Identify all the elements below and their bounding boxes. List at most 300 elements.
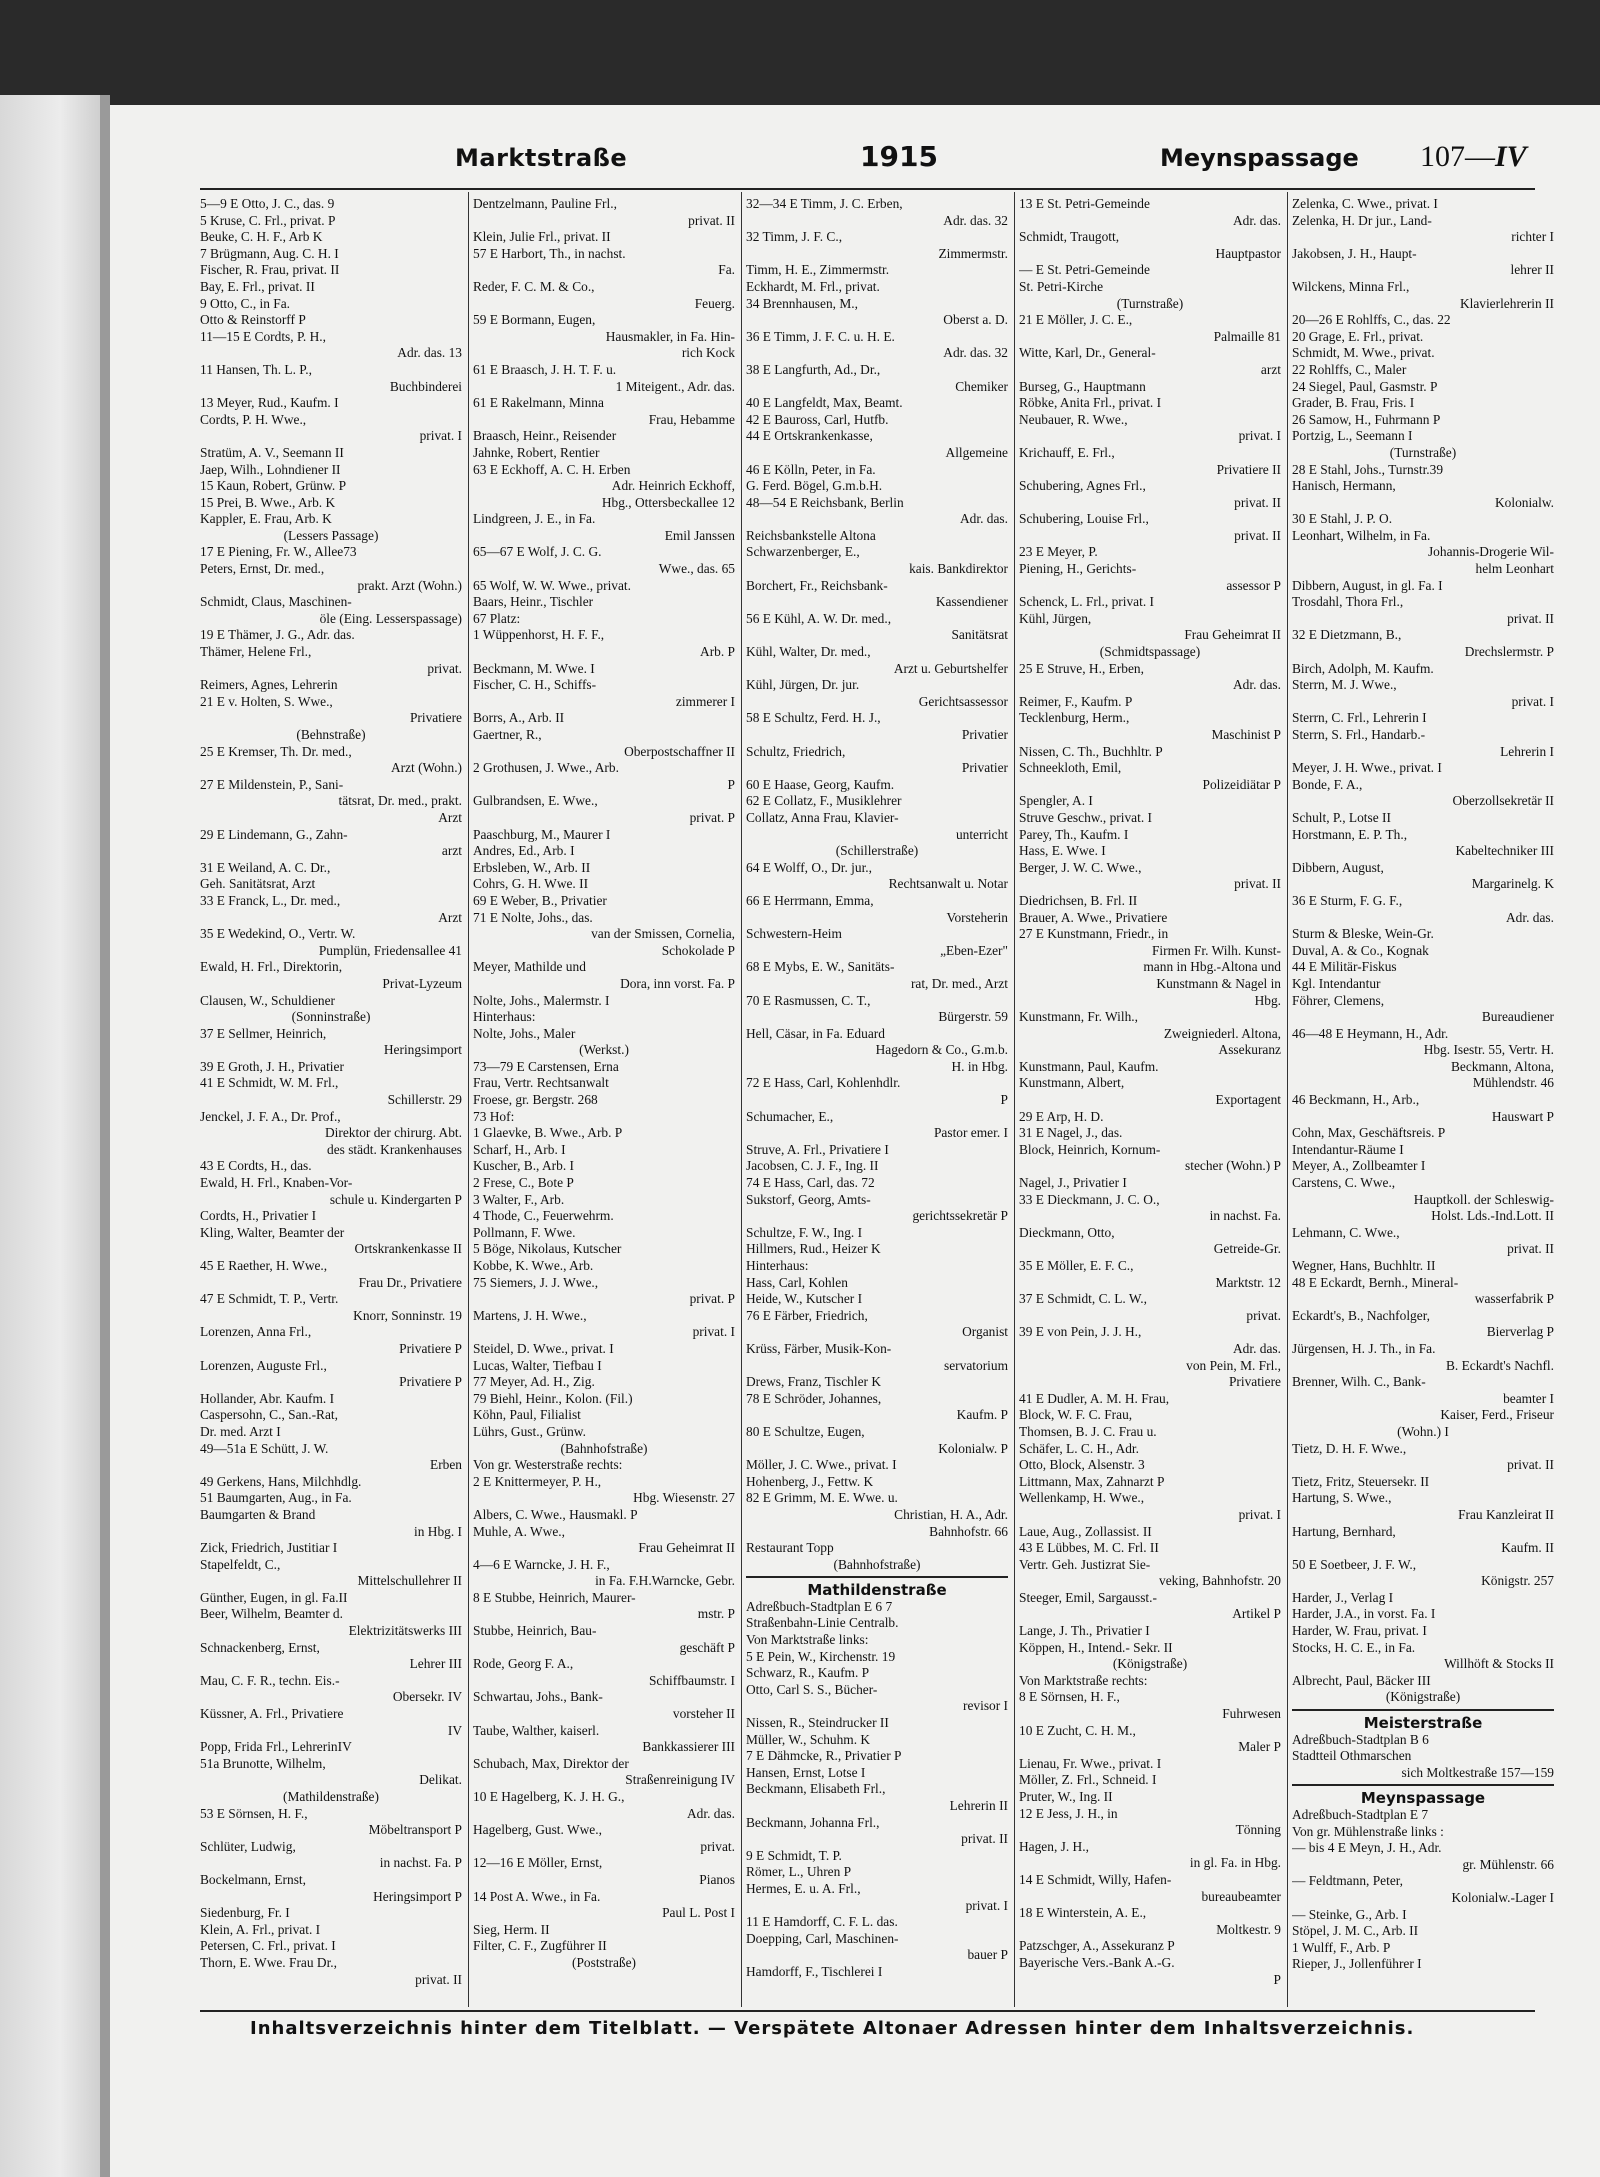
previous-page-edge [0, 95, 100, 2177]
directory-entry: Hartung, S. Wwe., [1292, 1490, 1392, 1506]
directory-entry: servatorium [944, 1357, 1008, 1373]
directory-entry: Heide, W., Kutscher I [746, 1291, 863, 1307]
directory-entry: Privatiere P [399, 1374, 462, 1390]
directory-entry: Sterrn, S. Frl., Handarb.- [1292, 727, 1426, 742]
directory-entry: 69 E Weber, B., Privatier [473, 892, 607, 908]
directory-entry: Frau Dr., Privatiere [358, 1274, 462, 1290]
directory-entry: 14 Post A. Wwe., in Fa. [473, 1888, 601, 1904]
directory-entry: privat. I [965, 1897, 1008, 1913]
directory-entry: Kling, Walter, Beamter der [200, 1224, 345, 1240]
directory-entry: privat. II [1234, 494, 1281, 510]
directory-entry: Assekuranz [1218, 1042, 1281, 1058]
directory-entry: 1 Miteigent., Adr. das. [615, 378, 735, 394]
directory-entry: Kühl, Jürgen, Dr. jur. [746, 677, 860, 693]
directory-entry: 7 Brügmann, Aug. C. H. I [200, 245, 339, 261]
directory-entry: Bockelmann, Ernst, [200, 1871, 306, 1887]
directory-entry: 49—51a E Schütt, J. W. [200, 1440, 329, 1456]
directory-entry: Hollander, Abr. Kaufm. I [200, 1390, 335, 1406]
directory-entry: Direktor der chirurg. Abt. [325, 1125, 462, 1141]
directory-entry: 61 E Braasch, J. H. T. F. u. [473, 361, 617, 377]
directory-entry: (Turnstraße) [1116, 295, 1184, 311]
directory-entry: Beckmann, Elisabeth Frl., [746, 1781, 886, 1797]
directory-entry: Nissen, R., Steindrucker II [746, 1715, 889, 1731]
footer-rule [200, 2010, 1535, 2012]
section-rule [746, 1576, 1008, 1578]
directory-entry: veking, Bahnhofstr. 20 [1159, 1573, 1281, 1589]
directory-entry: 2 E Knittermeyer, P. H., [473, 1473, 602, 1489]
directory-entry: 17 E Piening, Fr. W., Allee73 [200, 544, 357, 560]
directory-entry: Pastor emer. I [933, 1125, 1008, 1141]
directory-entry: Vertr. Geh. Justizrat Sie- [1019, 1556, 1151, 1572]
directory-entry: Privat-Lyzeum [382, 975, 462, 991]
directory-entry: G. Ferd. Bögel, G.m.b.H. [746, 478, 883, 494]
directory-entry: Zelenka, C. Wwe., privat. I [1292, 196, 1438, 211]
directory-entry: Stöpel, J. M. C., Arb. II [1292, 1923, 1419, 1939]
directory-entry: Wwe., das. 65 [658, 561, 735, 577]
directory-entry: Oberzollsekretär II [1452, 793, 1554, 809]
directory-entry: 82 E Grimm, M. E. Wwe. u. [746, 1490, 898, 1506]
directory-entry: privat. II [1234, 876, 1281, 892]
directory-entry: Berger, J. W. C. Wwe., [1019, 859, 1142, 875]
directory-entry: Krichauff, E. Frl., [1019, 444, 1115, 460]
directory-entry: Arb. P [700, 644, 735, 660]
directory-entry: Cordts, P. H. Wwe., [200, 411, 307, 427]
directory-entry: Horstmann, E. P. Th., [1292, 826, 1408, 842]
directory-entry: Von Marktstraße rechts: [1019, 1672, 1148, 1688]
directory-entry: Paaschburg, M., Maurer I [473, 826, 611, 842]
directory-entry: 8 E Stubbe, Heinrich, Maurer- [473, 1589, 636, 1605]
directory-entry: 2 Frese, C., Bote P [473, 1175, 574, 1191]
directory-entry: Privatier [961, 727, 1008, 742]
directory-entry: kais. Bankdirektor [909, 561, 1008, 577]
directory-entry: Lorenzen, Anna Frl., [200, 1324, 312, 1340]
directory-entry: 56 E Kühl, A. W. Dr. med., [746, 610, 892, 626]
directory-entry: Steeger, Emil, Sargausst.- [1019, 1589, 1157, 1605]
directory-entry: Adr. das. [687, 1805, 735, 1821]
directory-entry: 36 E Timm, J. F. C. u. H. E. [746, 328, 895, 344]
directory-entry: Knorr, Sonninstr. 19 [353, 1307, 462, 1323]
directory-entry: Dr. med. Arzt I [200, 1423, 281, 1439]
directory-entry: 5 E Pein, W., Kirchenstr. 19 [746, 1648, 896, 1664]
directory-entry: Collatz, Anna Frau, Klavier- [746, 809, 899, 825]
directory-entry: 31 E Nagel, J., das. [1019, 1125, 1123, 1141]
directory-entry: 13 E St. Petri-Gemeinde [1019, 196, 1150, 211]
directory-entry: Dieckmann, Otto, [1019, 1224, 1115, 1240]
directory-entry: 2 Grothusen, J. Wwe., Arb. [473, 760, 619, 776]
column-separator [468, 192, 469, 2007]
directory-entry: Cohrs, G. H. Wwe. II [473, 876, 589, 892]
directory-entry: Klavierlehrerin II [1459, 295, 1554, 311]
directory-entry: Thämer, Helene Frl., [200, 644, 312, 660]
directory-entry: Timm, H. E., Zimmermstr. [746, 262, 890, 278]
column-separator [1014, 192, 1015, 2007]
directory-entry: 46—48 E Heymann, H., Adr. [1292, 1025, 1449, 1041]
directory-entry: Jenckel, J. F. A., Dr. Prof., [200, 1108, 341, 1124]
directory-entry: arzt [1260, 361, 1281, 377]
directory-entry: Stratüm, A. V., Seemann II [200, 444, 344, 460]
directory-entry: 31 E Weiland, A. C. Dr., [200, 859, 331, 875]
directory-entry: 70 E Rasmussen, C. T., [746, 992, 871, 1008]
directory-entry: Spengler, A. I [1019, 793, 1093, 809]
directory-entry: Beuke, C. H. F., Arb K [200, 229, 323, 245]
street-heading: Mathildenstraße [807, 1582, 947, 1599]
directory-entry: richter I [1511, 229, 1554, 245]
directory-entry: Wegner, Hans, Buchhltr. II [1292, 1258, 1436, 1273]
directory-entry: 79 Biehl, Heinr., Kolon. (Fil.) [473, 1390, 633, 1406]
directory-entry: 39 E von Pein, J. J. H., [1019, 1324, 1142, 1340]
directory-entry: Bonde, F. A., [1292, 776, 1363, 792]
directory-entry: Kunstmann, Fr. Wilh., [1019, 1009, 1138, 1025]
directory-entry: IV [447, 1722, 462, 1738]
directory-entry: Nissen, C. Th., Buchhltr. P [1019, 743, 1163, 759]
directory-entry: Eckardt's, B., Nachfolger, [1292, 1307, 1430, 1323]
directory-entry: Arzt [438, 909, 462, 925]
directory-entry: 65 Wolf, W. W. Wwe., privat. [473, 577, 631, 593]
directory-entry: Rechtsanwalt u. Notar [888, 876, 1008, 892]
directory-entry: Brauer, A. Wwe., Privatiere [1019, 909, 1168, 925]
directory-entry: 15 Prei, B. Wwe., Arb. K [200, 494, 336, 510]
directory-entry: 1 Wulff, F., Arb. P [1292, 1939, 1391, 1955]
directory-entry: „Eben-Ezer" [940, 942, 1008, 958]
directory-entry: öle (Eing. Lesserspassage) [319, 610, 462, 626]
directory-entry: 11 E Hamdorff, C. F. L. das. [746, 1914, 898, 1930]
directory-entry: privat. [1246, 1307, 1281, 1323]
directory-entry: privat. II [961, 1831, 1008, 1847]
directory-entry: Emil Janssen [664, 527, 735, 543]
directory-entry: Dibbern, August, in gl. Fa. I [1292, 577, 1443, 593]
directory-entry: (Königstraße) [1385, 1689, 1461, 1705]
directory-entry: Kgl. Intendantur [1292, 975, 1381, 991]
directory-entry: Frau Kanzleirat II [1458, 1506, 1554, 1522]
directory-entry: Kühl, Jürgen, [1019, 610, 1092, 626]
directory-entry: Tecklenburg, Herm., [1019, 710, 1130, 726]
directory-entry: Jürgensen, H. J. Th., in Fa. [1292, 1340, 1436, 1356]
directory-entry: privat. P [689, 809, 735, 825]
directory-entry: 41 E Dudler, A. M. H. Frau, [1019, 1390, 1170, 1406]
directory-entry: privat. II [1507, 1457, 1554, 1473]
directory-entry: Privatiere [409, 710, 462, 726]
directory-entry: Eckhardt, M. Frl., privat. [746, 278, 880, 294]
directory-entry: Stubbe, Heinrich, Bau- [473, 1623, 597, 1639]
directory-entry: Parey, Th., Kaufm. I [1019, 826, 1129, 842]
directory-entry: prakt. Arzt (Wohn.) [357, 577, 462, 593]
directory-entry: Müller, W., Schuhm. K [746, 1731, 871, 1747]
directory-entry: 32 E Dietzmann, B., [1292, 627, 1402, 643]
directory-entry: 78 E Schröder, Johannes, [746, 1390, 882, 1406]
directory-entry: Cohn, Max, Geschäftsreis. P [1292, 1125, 1446, 1141]
directory-entry: Sanitätsrat [951, 627, 1008, 643]
directory-entry: Schultze, F. W., Ing. I [746, 1224, 863, 1240]
directory-entry: Kaufm. P [956, 1407, 1008, 1423]
directory-entry: — Steinke, G., Arb. I [1292, 1906, 1407, 1922]
directory-entry: Dentzelmann, Pauline Frl., [473, 196, 617, 211]
directory-entry: Lienau, Fr. Wwe., privat. I [1019, 1755, 1162, 1771]
directory-entry: Palmaille 81 [1213, 328, 1281, 344]
directory-entry: 32 Timm, J. F. C., [746, 229, 843, 245]
directory-entry: 27 E Kunstmann, Friedr., in [1019, 926, 1169, 942]
directory-entry: 45 E Raether, H. Wwe., [200, 1258, 328, 1273]
directory-entry: Kolonialw.-Lager I [1451, 1889, 1554, 1905]
directory-entry: 50 E Soetbeer, J. F. W., [1292, 1556, 1417, 1572]
directory-entry: Reimers, Agnes, Lehrerin [200, 677, 338, 693]
directory-entry: privat. II [415, 1971, 462, 1987]
directory-entry: 20—26 E Rohlffs, C., das. 22 [1292, 312, 1451, 328]
directory-entry: Nolte, Johs., Maler [473, 1025, 576, 1041]
directory-entry: Muhle, A. Wwe., [473, 1523, 565, 1539]
directory-entry: 41 E Schmidt, W. M. Frl., [200, 1075, 339, 1091]
directory-entry: Schubering, Agnes Frl., [1019, 478, 1146, 494]
directory-entry: privat. II [1507, 610, 1554, 626]
directory-entry: Otto, Block, Alsenstr. 3 [1019, 1457, 1145, 1473]
directory-entry: (Sonninstraße) [291, 1009, 371, 1025]
directory-entry: Hass, Carl, Kohlen [746, 1274, 848, 1290]
directory-entry: Stocks, H. C. E., in Fa. [1292, 1639, 1416, 1655]
directory-entry: Hbg., Ottersbeckallee 12 [601, 494, 735, 510]
directory-entry: 53 E Sörnsen, H. F., [200, 1805, 308, 1821]
directory-entry: 42 E Bauross, Carl, Hutfb. [746, 411, 889, 427]
directory-entry: 74 E Hass, Carl, das. 72 [746, 1175, 875, 1191]
directory-entry: Pruter, W., Ing. II [1019, 1789, 1113, 1804]
directory-entry: Röbke, Anita Frl., privat. I [1019, 395, 1162, 411]
directory-entry: in Fa. F.H.Warncke, Gebr. [595, 1573, 735, 1589]
directory-entry: Mittelschullehrer II [357, 1573, 462, 1589]
directory-entry: 4—6 E Warncke, J. H. F., [473, 1556, 610, 1572]
directory-entry: Schumacher, E., [746, 1108, 834, 1124]
directory-entry: Köhn, Paul, Filialist [473, 1407, 581, 1423]
directory-entry: Albers, C. Wwe., Hausmakl. P [473, 1506, 638, 1522]
directory-entry: Drews, Franz, Tischler K [746, 1374, 882, 1390]
directory-entry: 33 E Dieckmann, J. C. O., [1019, 1191, 1160, 1207]
directory-entry: Bürgerstr. 59 [938, 1009, 1008, 1025]
directory-entry: Heringsimport [383, 1042, 462, 1058]
directory-entry: Sieg, Herm. II [473, 1921, 550, 1937]
directory-entry: van der Smissen, Cornelia, [591, 926, 735, 942]
directory-entry: privat. I [419, 428, 462, 444]
directory-entry: Privatiere P [399, 1340, 462, 1356]
directory-entry: 9 Otto, C., in Fa. [200, 295, 291, 311]
directory-entry: Adreßbuch-Stadtplan B 6 [1292, 1731, 1429, 1747]
directory-entry: (Wohn.) I [1397, 1423, 1449, 1439]
directory-entry: Block, Heinrich, Kornum- [1019, 1141, 1161, 1157]
directory-entry: Fischer, R. Frau, privat. II [200, 262, 340, 278]
directory-entry: 13 Meyer, Rud., Kaufm. I [200, 395, 339, 411]
directory-entry: 14 E Schmidt, Willy, Hafen- [1019, 1871, 1172, 1887]
directory-entry: Bierverlag P [1486, 1324, 1554, 1340]
directory-entry: Hohenberg, J., Fettw. K [746, 1473, 874, 1489]
column-separator [741, 192, 742, 2007]
directory-entry: des städt. Krankenhauses [327, 1141, 462, 1157]
directory-entry: 44 E Militär-Fiskus [1292, 959, 1397, 975]
directory-entry: privat. [700, 1838, 735, 1854]
directory-entry: Bayerische Vers.-Bank A.-G. [1019, 1954, 1175, 1970]
directory-entry: schule u. Kindergarten P [329, 1191, 462, 1207]
directory-entry: Gulbrandsen, E. Wwe., [473, 793, 598, 809]
directory-entry: Föhrer, Clemens, [1292, 992, 1385, 1008]
column-5 [1292, 196, 1554, 2006]
directory-entry: Delikat. [419, 1772, 462, 1788]
directory-entry: Schultz, Friedrich, [746, 743, 846, 759]
directory-entry: Schwestern-Heim [746, 926, 842, 942]
directory-entry: 7 E Dähmcke, R., Privatier P [746, 1748, 902, 1764]
directory-entry: Schwartau, Johs., Bank- [473, 1689, 603, 1705]
directory-entry: Adr. das. [1233, 677, 1281, 693]
directory-entry: 24 Siegel, Paul, Gasmstr. P [1292, 378, 1438, 394]
directory-entry: Hauptpastor [1215, 245, 1281, 261]
directory-entry: Lehrer III [409, 1656, 462, 1672]
directory-entry: Adreßbuch-Stadtplan E 6 7 [746, 1598, 893, 1614]
directory-entry: Frau, Hebamme [648, 411, 735, 427]
directory-entry: privat. II [688, 212, 735, 228]
directory-entry: 5—9 E Otto, J. C., das. 9 [200, 196, 335, 211]
directory-entry: 32—34 E Timm, J. C. Erben, [746, 196, 903, 211]
directory-entry: Schmidt, Traugott, [1019, 229, 1120, 245]
directory-entry: Sterrn, C. Frl., Lehrerin I [1292, 710, 1427, 726]
directory-entry: 25 E Kremser, Th. Dr. med., [200, 743, 352, 759]
directory-entry: 10 E Hagelberg, K. J. H. G., [473, 1789, 625, 1804]
directory-entry: 46 E Kölln, Peter, in Fa. [746, 461, 876, 477]
directory-entry: 75 Siemers, J. J. Wwe., [473, 1274, 599, 1290]
directory-entry: Peters, Ernst, Dr. med., [200, 561, 325, 577]
directory-entry: Drechslermstr. P [1464, 644, 1554, 660]
directory-entry: 37 E Sellmer, Heinrich, [200, 1025, 327, 1041]
directory-entry: 15 Kaun, Robert, Grünw. P [200, 478, 347, 494]
directory-entry: 3 Walter, F., Arb. [473, 1191, 565, 1207]
directory-entry: lehrer II [1510, 262, 1554, 278]
directory-entry: Zimmermstr. [938, 245, 1008, 261]
directory-entry: Artikel P [1232, 1606, 1281, 1622]
directory-entry: Schillerstr. 29 [387, 1092, 462, 1108]
directory-entry: Günther, Eugen, in gl. Fa.II [200, 1589, 348, 1605]
directory-entry: Trosdahl, Thora Frl., [1292, 594, 1404, 610]
directory-entry: Privatier [961, 760, 1008, 776]
directory-entry: Cordts, H., Privatier I [200, 1208, 317, 1224]
directory-entry: mann in Hbg.-Altona und [1143, 959, 1281, 975]
header-street-start: Marktstraße [455, 144, 628, 172]
directory-entry: Portzig, L., Seemann I [1292, 428, 1413, 444]
directory-entry: stecher (Wohn.) P [1185, 1158, 1281, 1174]
directory-entry: 38 E Langfurth, Ad., Dr., [746, 361, 881, 377]
directory-entry: 48—54 E Reichsbank, Berlin [746, 494, 904, 510]
directory-entry: 18 E Winterstein, A. E., [1019, 1905, 1147, 1921]
directory-entry: Baars, Heinr., Tischler [473, 594, 594, 610]
directory-entry: Arzt u. Geburtshelfer [893, 660, 1008, 676]
directory-entry: Johannis-Drogerie Wil- [1427, 544, 1554, 560]
directory-entry: Bankkassierer III [642, 1739, 735, 1755]
directory-entry: Clausen, W., Schuldiener [200, 992, 336, 1008]
directory-entry: Lange, J. Th., Privatier I [1019, 1623, 1150, 1639]
directory-entry: rich Kock [681, 345, 735, 361]
directory-entry: Otto, Carl S. S., Bücher- [746, 1681, 878, 1697]
directory-entry: 40 E Langfeldt, Max, Beamt. [746, 395, 903, 411]
directory-entry: Lorenzen, Auguste Frl., [200, 1357, 327, 1373]
directory-entry: 51a Brunotte, Wilhelm, [200, 1755, 326, 1771]
directory-entry: 39 E Groth, J. H., Privatier [200, 1058, 344, 1074]
directory-entry: privat. P [689, 1291, 735, 1307]
directory-entry: Willhöft & Stocks II [1444, 1656, 1554, 1672]
directory-entry: P [1000, 1092, 1008, 1108]
directory-entry: assessor P [1226, 577, 1281, 593]
directory-entry: Kolonialw. [1494, 494, 1554, 510]
directory-entry: P [1273, 1971, 1281, 1987]
directory-entry: Caspersohn, C., San.-Rat, [200, 1407, 338, 1423]
directory-entry: 4 Thode, C., Feuerwehrm. [473, 1208, 614, 1224]
directory-entry: Popp, Frida Frl., LehrerinIV [200, 1739, 352, 1755]
directory-entry: Erben [430, 1457, 462, 1473]
directory-entry: 12 E Jess, J. H., in [1019, 1805, 1118, 1821]
directory-entry: 72 E Hass, Carl, Kohlenhdlr. [746, 1075, 901, 1091]
directory-entry: 29 E Arp, H. D. [1019, 1108, 1104, 1124]
directory-entry: Erbsleben, W., Arb. II [473, 859, 591, 875]
directory-entry: — bis 4 E Meyn, J. H., Adr. [1292, 1840, 1442, 1856]
directory-entry: Restaurant Topp [746, 1540, 834, 1556]
directory-entry: Kolonialw. P [938, 1440, 1008, 1456]
directory-entry: Schwarzenberger, E., [746, 544, 860, 560]
directory-entry: 33 E Franck, L., Dr. med., [200, 892, 341, 908]
header-street-end: Meynspassage [1160, 144, 1359, 172]
directory-entry: Reder, F. C. M. & Co., [473, 278, 595, 294]
directory-entry: Bureaudiener [1481, 1009, 1554, 1025]
directory-entry: Adr. das. [1506, 909, 1554, 925]
directory-entry: Neubauer, R. Wwe., [1019, 411, 1128, 427]
directory-entry: Straßenreinigung IV [625, 1772, 735, 1788]
directory-entry: Jahnke, Robert, Rentier [473, 444, 600, 460]
directory-entry: Hagedorn & Co., G.m.b. [875, 1042, 1008, 1058]
directory-entry: 51 Baumgarten, Aug., in Fa. [200, 1490, 352, 1506]
directory-entry: Tietz, Fritz, Steuersekr. II [1292, 1473, 1430, 1489]
directory-entry: Tietz, D. H. F. Wwe., [1292, 1440, 1407, 1456]
directory-entry: bauer P [967, 1947, 1008, 1963]
directory-entry: Mühlendstr. 46 [1472, 1075, 1554, 1091]
directory-entry: privat. I [1238, 1506, 1281, 1522]
directory-entry: Struve, A. Frl., Privatiere I [746, 1141, 889, 1157]
directory-entry: Straßenbahn-Linie Centralb. [746, 1615, 899, 1631]
directory-entry: 5 Böge, Nikolaus, Kutscher [473, 1241, 622, 1257]
directory-entry: Pumplün, Friedensallee 41 [318, 942, 462, 958]
directory-entry: Adr. Heinrich Eckhoff, [611, 478, 735, 494]
directory-entry: Witte, Karl, Dr., General- [1019, 345, 1156, 361]
directory-entry: 43 E Cordts, H., das. [200, 1158, 312, 1174]
directory-entry: 36 E Sturm, F. G. F., [1292, 892, 1403, 908]
directory-entry: Adr. das. [1233, 212, 1281, 228]
directory-entry: Andres, Ed., Arb. I [473, 843, 575, 859]
directory-entry: Reimer, F., Kaufm. P [1019, 693, 1133, 709]
directory-entry: 25 E Struve, H., Erben, [1019, 660, 1144, 676]
directory-entry: Albrecht, Paul, Bäcker III [1292, 1672, 1431, 1688]
book-gutter [100, 95, 110, 2177]
directory-entry: Kühl, Walter, Dr. med., [746, 644, 871, 660]
directory-entry: Hamdorff, F., Tischlerei I [746, 1963, 883, 1979]
directory-entry: Schmidt, M. Wwe., privat. [1292, 345, 1435, 361]
directory-entry: Grader, B. Frau, Fris. I [1292, 395, 1415, 411]
directory-entry: Firmen Fr. Wilh. Kunst- [1151, 942, 1281, 958]
directory-entry: rat, Dr. med., Arzt [910, 975, 1008, 991]
directory-entry: Vorsteherin [946, 909, 1008, 925]
directory-entry: Römer, L., Uhren P [746, 1864, 852, 1880]
directory-entry: 80 E Schultze, Eugen, [746, 1423, 865, 1439]
directory-entry: 58 E Schultz, Ferd. H. J., [746, 710, 881, 726]
directory-entry: 66 E Herrmann, Emma, [746, 892, 874, 908]
directory-entry: in nachst. Fa. [1209, 1208, 1281, 1224]
directory-entry: Struve Geschw., privat. I [1019, 809, 1153, 825]
directory-entry: Königstr. 257 [1481, 1573, 1554, 1589]
directory-entry: 63 E Eckhoff, A. C. H. Erben [473, 461, 631, 477]
directory-entry: Pollmann, F. Wwe. [473, 1224, 576, 1240]
directory-entry: Fischer, C. H., Schiffs- [473, 677, 597, 693]
directory-entry: Harder, J., Verlag I [1292, 1589, 1394, 1605]
directory-entry: (Schillerstraße) [835, 843, 919, 859]
column-3 [746, 196, 1008, 2006]
directory-entry: Zweigniederl. Altona, [1163, 1025, 1281, 1041]
